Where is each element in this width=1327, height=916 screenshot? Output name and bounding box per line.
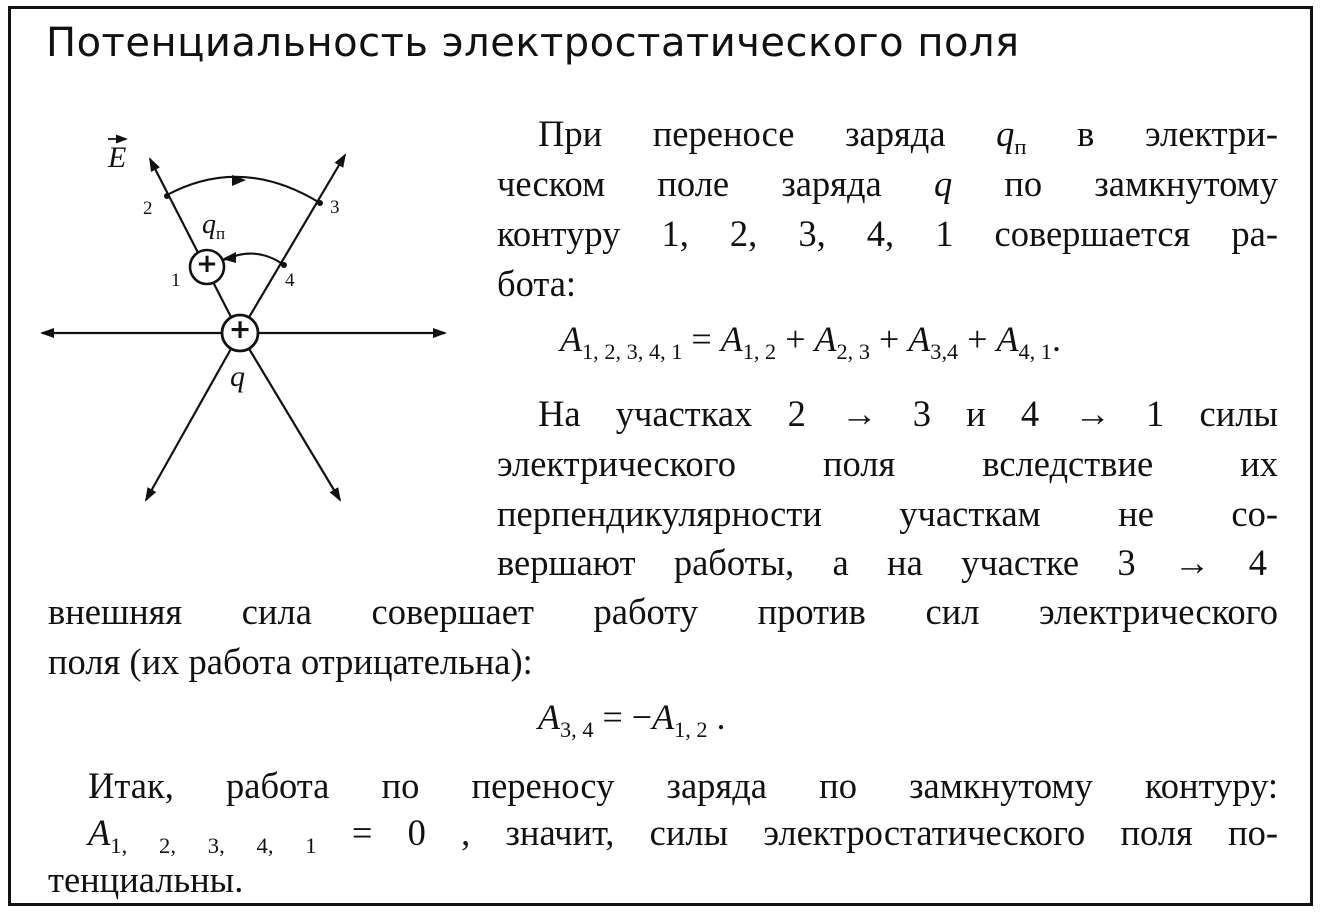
source-charge-label: q (230, 360, 245, 393)
p1-l2-text-b: по замкнутому (952, 163, 1278, 204)
f1-a1: A (720, 319, 743, 359)
formula-work-34 (538, 696, 726, 743)
f1-plus-1: + (776, 319, 815, 359)
p1-line-1 (538, 113, 1278, 159)
probe-charge-q: q (202, 209, 216, 240)
p1-line-4: бота: (497, 263, 577, 304)
p1-l1-q: q (996, 113, 1015, 154)
p1-line-3: контуру 1, 2, 3, 4, 1 совершается ра- (497, 213, 1278, 254)
field-diagram (30, 115, 470, 525)
p3-line-1: Итак, работа по переносу заряда по замкнутому контуру: (88, 765, 1278, 806)
f1-a4: A (996, 319, 1019, 359)
p2-l1-route-2: 4 → 1 (1020, 393, 1165, 434)
p3-l2-text: = 0 , значит, силы электростатического поля по- (316, 812, 1279, 853)
f1-s3: 3,4 (930, 338, 959, 364)
p2-l1-text-b: силы (1164, 393, 1278, 434)
probe-charge-plus: + (196, 249, 218, 279)
f1-a2: A (814, 319, 837, 359)
p3-l2-sub: 1, 2, 3, 4, 1 (110, 832, 317, 858)
point-4-dot (281, 262, 287, 268)
f1-a0: A (560, 319, 582, 359)
formula-work-sum (560, 318, 1061, 365)
probe-charge-label (202, 209, 225, 244)
f2-s2: 1, 2 (674, 716, 708, 742)
p2-l1-text-a: На участках (538, 393, 788, 434)
p2-line-4 (497, 542, 1267, 583)
p1-l1-sub: п (1014, 133, 1027, 159)
point-1-label: 1 (171, 270, 181, 291)
f1-s1: 1, 2 (742, 338, 777, 364)
f1-eq: = (682, 319, 721, 359)
f2-a2: A (652, 697, 675, 737)
probe-charge-sub: п (216, 223, 226, 243)
p2-line-2: электрического поля вследствие их (497, 443, 1278, 484)
f1-plus-3: + (958, 319, 997, 359)
point-3-dot (317, 200, 323, 206)
source-charge-plus: + (228, 314, 252, 345)
p2-l4-route: 3 → 4 (1117, 542, 1267, 583)
p1-line-2 (497, 163, 1278, 204)
p2-line-5: внешняя сила совершает работу против сил электрического (48, 591, 1278, 632)
page-title: Потенциальность электростатического поля (46, 20, 1020, 66)
f2-end: . (707, 697, 726, 737)
f2-s1: 3, 4 (560, 716, 594, 742)
f1-a3: A (908, 319, 931, 359)
p3-l2-a: A (88, 812, 111, 853)
p2-l4-text-a: вершают работы, а на участке (497, 542, 1118, 583)
f2-a1: A (538, 697, 560, 737)
f1-s4: 4, 1 (1018, 338, 1052, 364)
point-2-dot (164, 193, 170, 199)
p3-line-3: тенциальны. (48, 859, 244, 900)
p3-line-2 (88, 812, 1279, 858)
f1-s0: 1, 2, 3, 4, 1 (582, 338, 683, 364)
field-line-lower-left (146, 347, 232, 500)
f1-end: . (1051, 319, 1061, 359)
p2-l1-route-1: 2 → 3 (787, 393, 931, 434)
p2-line-3: перпендикулярности участкам не со- (497, 493, 1278, 534)
f2-eq: = − (593, 697, 653, 737)
p1-l2-q: q (933, 163, 953, 204)
field-vector-label: E (108, 141, 127, 174)
p1-l1-text-b: в электри- (1026, 113, 1278, 154)
p2-line-6: поля (их работа отрицательна): (48, 641, 533, 682)
p1-l1-text-a: При переносе заряда (538, 113, 997, 154)
point-4-label: 4 (285, 270, 295, 291)
p2-line-1 (538, 393, 1278, 434)
field-line-lower-right (248, 347, 340, 500)
p1-l2-text-a: ческом поле заряда (497, 163, 934, 204)
point-2-label: 2 (143, 198, 153, 219)
f1-plus-2: + (869, 319, 909, 359)
p2-l1-and: и (930, 393, 1021, 434)
point-3-label: 3 (330, 197, 340, 218)
f1-s2: 2, 3 (836, 338, 870, 364)
